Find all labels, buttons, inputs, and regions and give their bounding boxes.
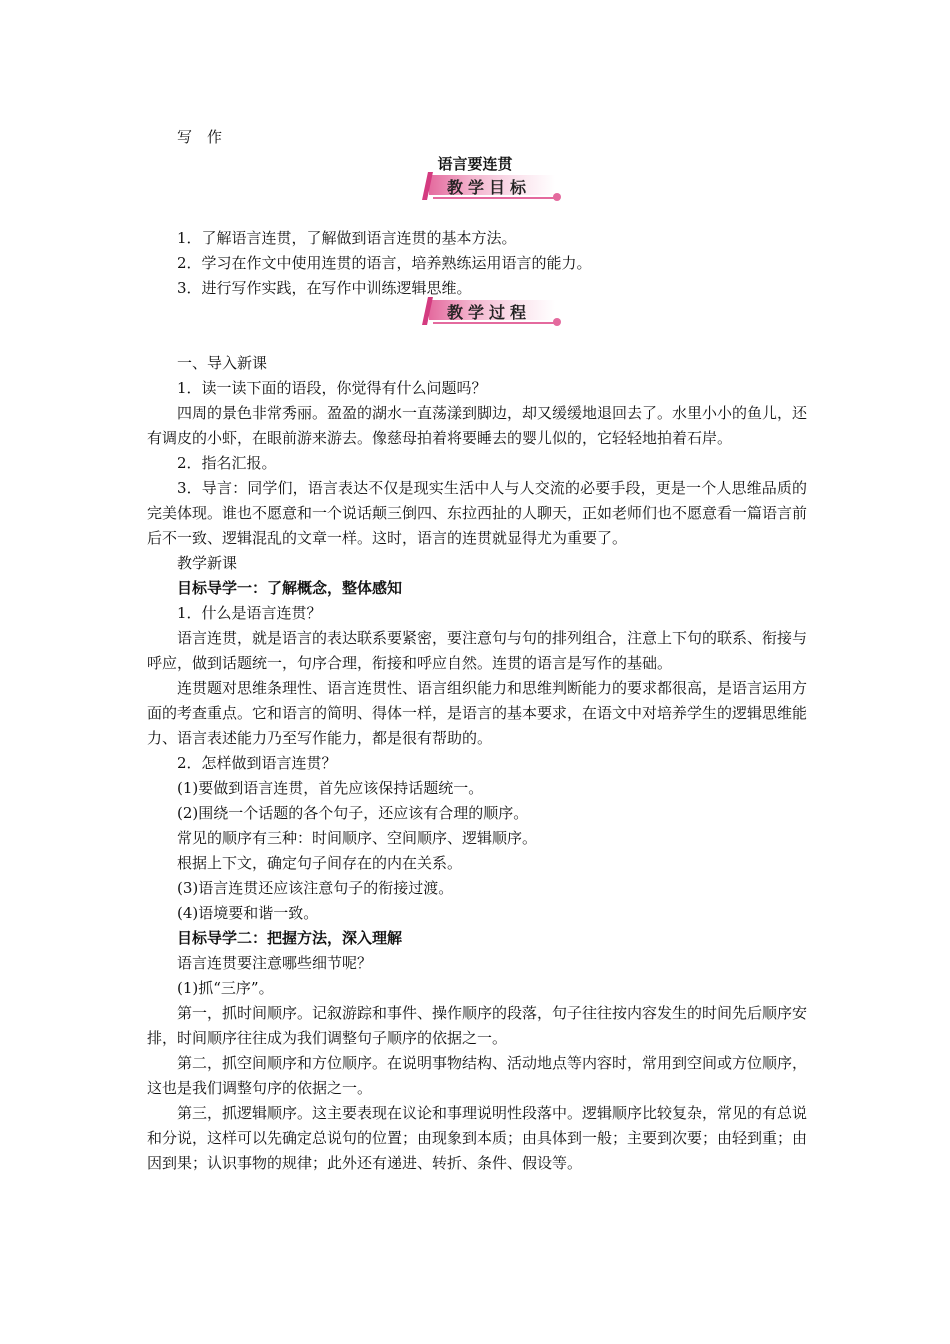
goal1-point-2a: 常见的顺序有三种：时间顺序、空间顺序、逻辑顺序。 — [177, 829, 538, 847]
banner-teaching-process — [421, 297, 561, 327]
intro-question-1: 1．读一读下面的语段，你觉得有什么问题吗？ — [177, 379, 487, 397]
goal1-importance: 连贯题对思维条理性、语言连贯性、语言组织能力和思维判断能力的要求都很高，是语言运用方面的考查重点。它和语言的简明、得体一样，是语言的基本要求，在语文中对培养学生的逻辑思维能力、语言表述能力乃至写作能力，都是很有帮助的。 — [147, 679, 808, 747]
goal1-point-2b: 根据上下文，确定句子间存在的内在关系。 — [177, 854, 463, 872]
main-content — [147, 351, 807, 1176]
banner-teaching-goals — [421, 172, 561, 202]
goal2-point-1: (1)抓“三序”。 — [177, 979, 274, 997]
goal1-question-2: 2．怎样做到语言连贯？ — [177, 754, 337, 772]
intro-heading: 一、导入新课 — [177, 354, 268, 372]
goal-item: 3．进行写作实践，在写作中训练逻辑思维。 — [177, 279, 472, 297]
goal1-point-4: (4)语境要和谐一致。 — [177, 904, 319, 922]
goal2-first: 第一，抓时间顺序。记叙游踪和事件、操作顺序的段落，句子往往按内容发生的时间先后顺序安排，时间顺序往往成为我们调整句子顺序的依据之一。 — [147, 1004, 808, 1047]
banner-text: 教学目标 — [447, 178, 532, 197]
banner-dot-icon — [553, 318, 561, 326]
goal1-point-1: (1)要做到语言连贯，首先应该保持话题统一。 — [177, 779, 484, 797]
banner-dot-icon — [553, 193, 561, 201]
new-lesson-heading: 教学新课 — [177, 554, 238, 572]
document-title: 语言要连贯 — [437, 155, 513, 173]
intro-passage: 四周的景色非常秀丽。盈盈的湖水一直荡漾到脚边，却又缓缓地退回去了。水里小小的鱼儿，还有调皮的小虾，在眼前游来游去。像慈母拍着将要睡去的婴儿似的，它轻轻地拍着石岸。 — [147, 404, 808, 447]
goal1-heading: 目标导学一：了解概念，整体感知 — [177, 579, 403, 597]
goal2-second: 第二，抓空间顺序和方位顺序。在说明事物结构、活动地点等内容时，常用到空间或方位顺序，这也是我们调整句序的依据之一。 — [147, 1054, 808, 1097]
goal1-point-3: (3)语言连贯还应该注意句子的衔接过渡。 — [177, 879, 454, 897]
goals-list — [147, 226, 807, 301]
goal-item: 2．学习在作文中使用连贯的语言，培养熟练运用语言的能力。 — [177, 254, 592, 272]
goal1-definition: 语言连贯，就是语言的表达联系要紧密，要注意句与句的排列组合，注意上下句的联系、衔接与呼应，做到话题统一，句序合理，衔接和呼应自然。连贯的语言是写作的基础。 — [147, 629, 808, 672]
intro-question-2: 2．指名汇报。 — [177, 454, 277, 472]
goal1-point-2: (2)围绕一个话题的各个句子，还应该有合理的顺序。 — [177, 804, 529, 822]
goal2-heading: 目标导学二：把握方法，深入理解 — [177, 929, 403, 947]
goal2-third: 第三，抓逻辑顺序。这主要表现在议论和事理说明性段落中。逻辑顺序比较复杂，常见的有总说和分说，这样可以先确定总说句的位置；由现象到本质；由具体到一般；主要到次要；由轻到重；由因到果；认识事物的规律；此外还有递进、转折、条件、假设等。 — [147, 1104, 808, 1172]
section-label: 写 作 — [177, 128, 223, 146]
goal2-question: 语言连贯要注意哪些细节呢？ — [177, 954, 373, 972]
banner-text: 教学过程 — [447, 303, 532, 322]
intro-question-3: 3．导言：同学们，语言表达不仅是现实生活中人与人交流的必要手段，更是一个人思维品质的完美体现。谁也不愿意和一个说话颠三倒四、东拉西扯的人聊天，正如老师们也不愿意看一篇语言前后不一致、逻辑混乱的文章一样。这时，语言的连贯就显得尤为重要了。 — [147, 479, 808, 547]
goal1-question-1: 1．什么是语言连贯？ — [177, 604, 322, 622]
goal-item: 1．了解语言连贯，了解做到语言连贯的基本方法。 — [177, 229, 517, 247]
